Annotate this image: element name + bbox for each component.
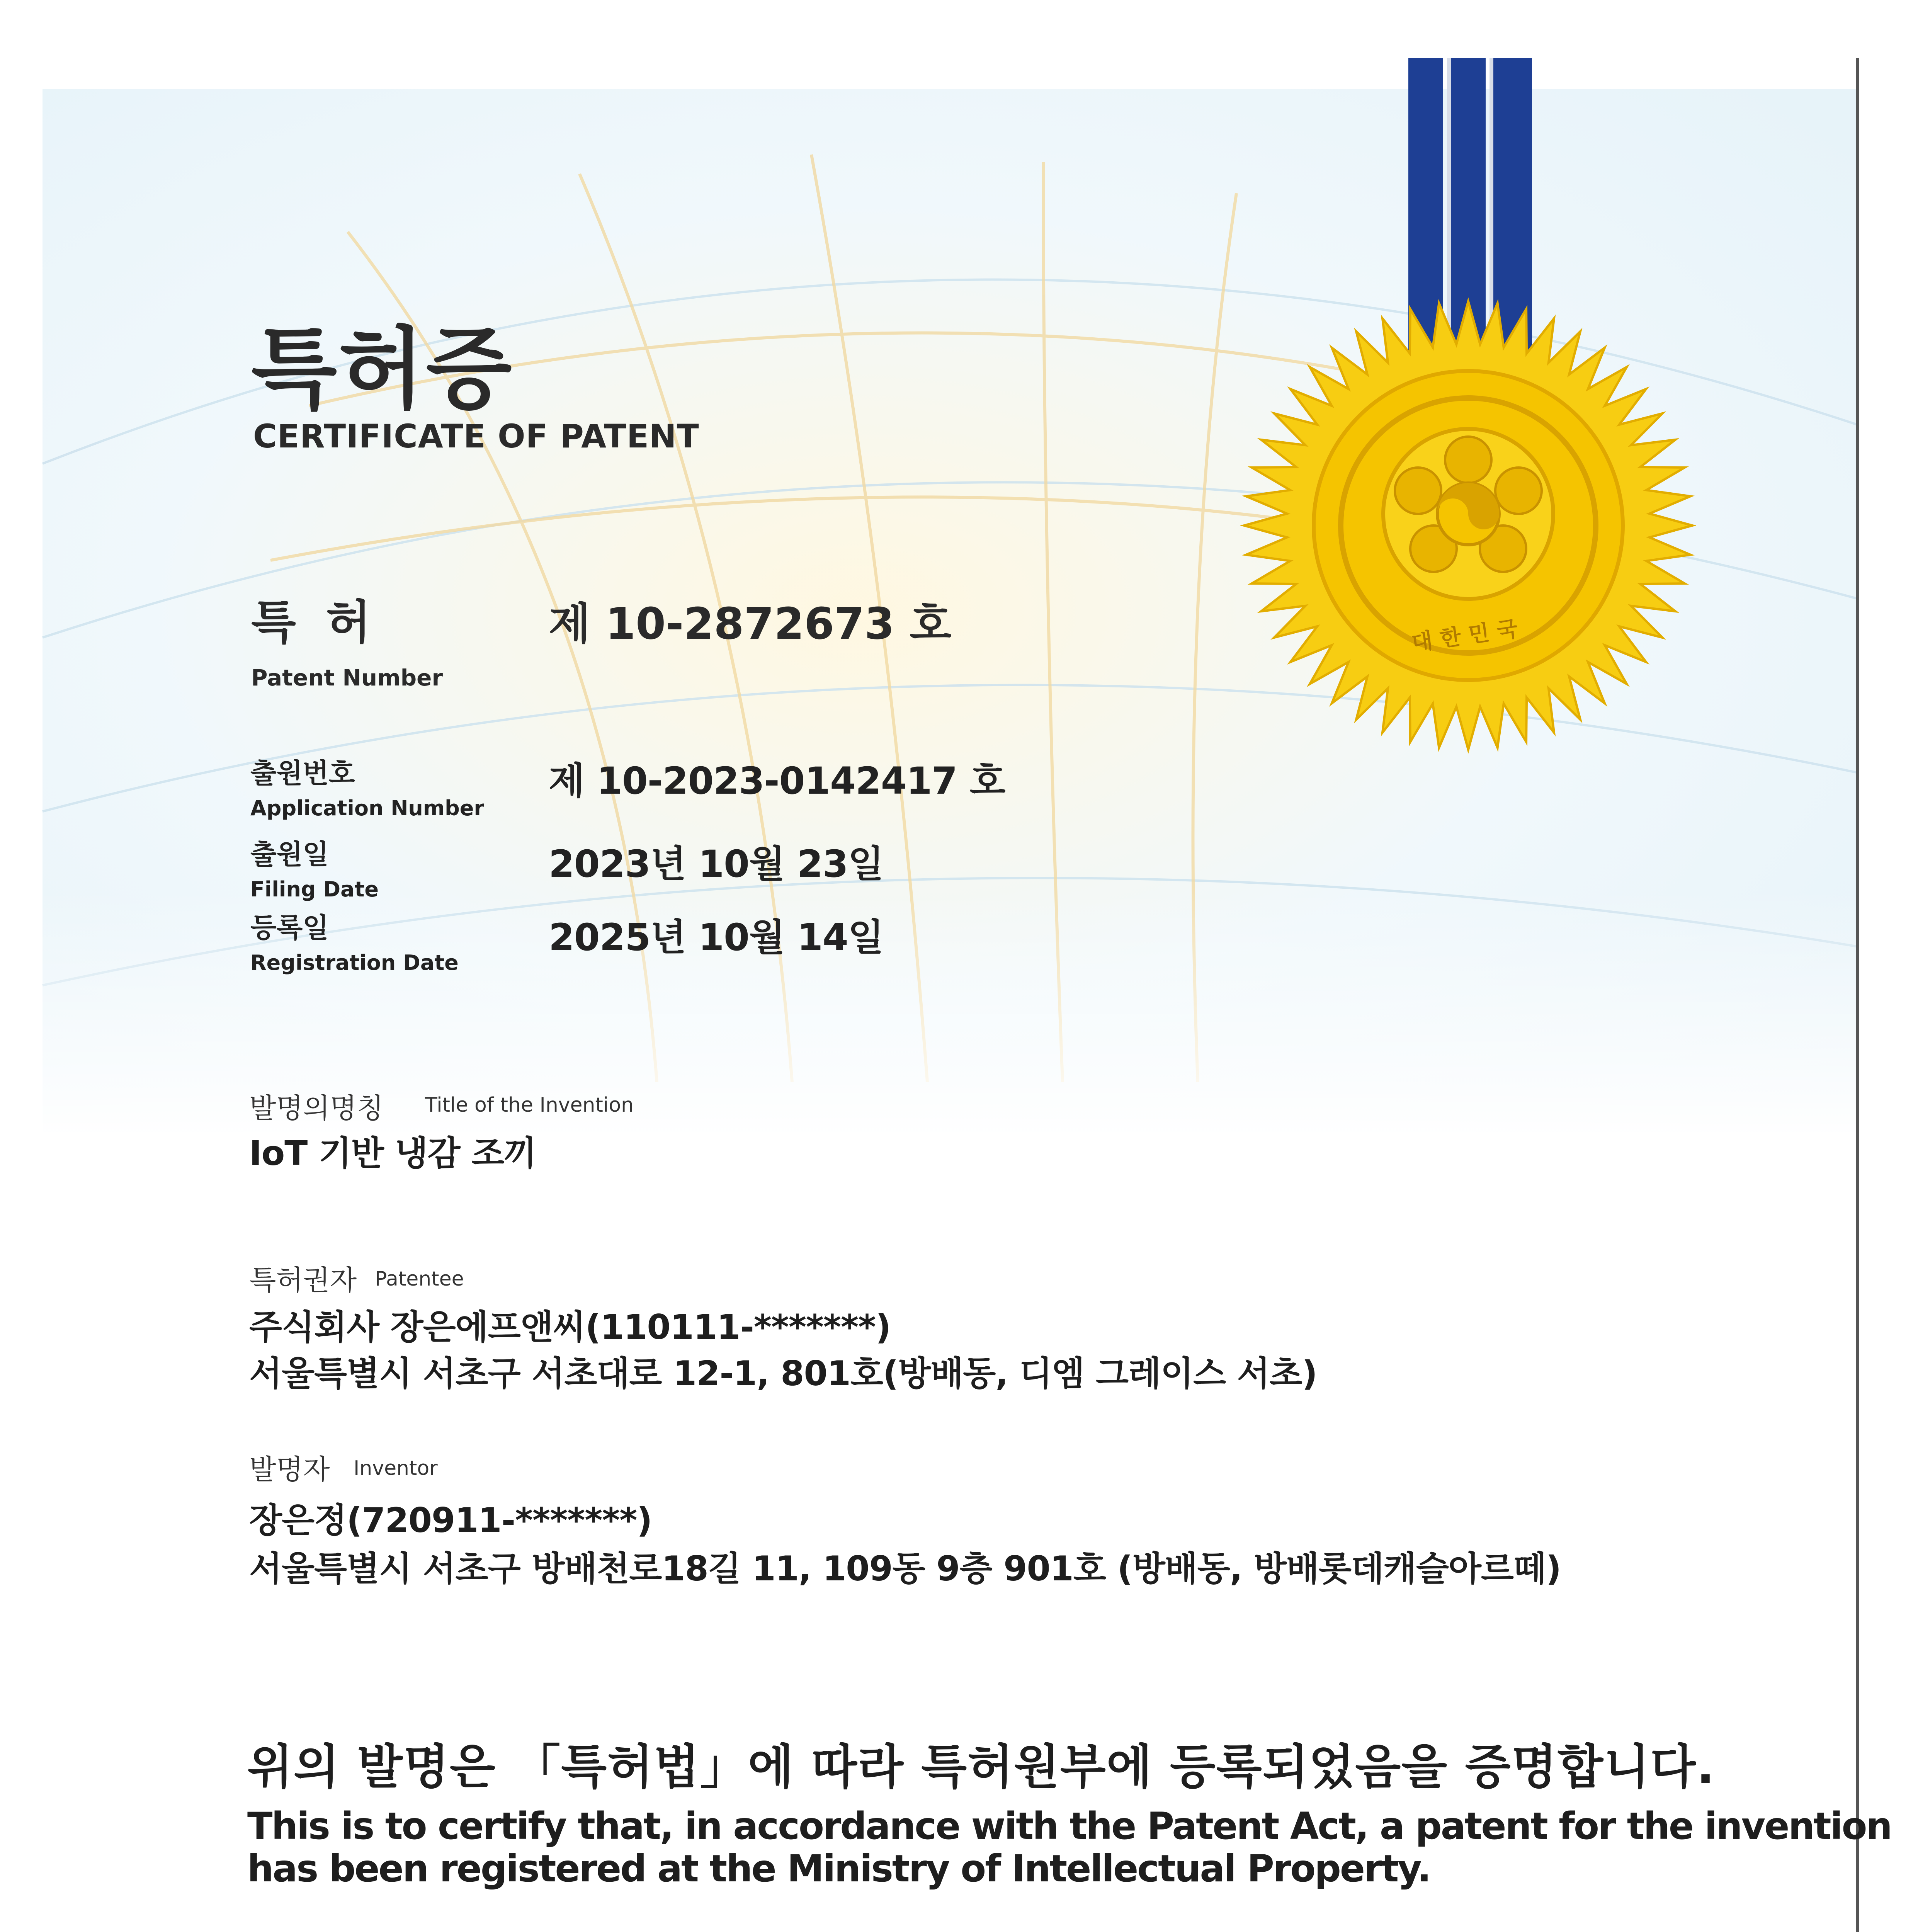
- inventor-label-en: Inventor: [354, 1457, 438, 1480]
- patentee-label-kr: 특허권자: [249, 1264, 357, 1296]
- statement-en-line2: has been registered at the Ministry of Intellectual Property.: [247, 1847, 1430, 1890]
- registration-date-label-kr: 등록일: [250, 912, 329, 944]
- filing-date-label-en: Filing Date: [250, 877, 379, 901]
- title-kr: 특허증: [251, 318, 514, 421]
- title-en: CERTIFICATE OF PATENT: [253, 417, 699, 455]
- invention-label-en: Title of the Invention: [425, 1094, 634, 1117]
- gold-seal: [1240, 298, 1696, 753]
- filing-date-label-kr: 출원일: [250, 838, 329, 870]
- gold-seal-text: 대한민국: [1410, 615, 1527, 656]
- filing-date-value: 2023년 10월 23일: [549, 842, 884, 886]
- patent-number-value: 제 10-2872673 호: [549, 599, 952, 649]
- inventor-address: 서울특별시 서초구 방배천로18길 11, 109동 9층 901호 (방배동, 방배롯데캐슬아르떼): [249, 1549, 1561, 1588]
- invention-label-kr: 발명의명칭: [249, 1092, 384, 1124]
- application-number-label-en: Application Number: [250, 796, 485, 820]
- patentee-address: 서울특별시 서초구 서초대로 12-1, 801호(방배동, 디엠 그레이스 서초): [249, 1354, 1317, 1393]
- registration-date-value: 2025년 10월 14일: [549, 916, 884, 959]
- application-number-label-kr: 출원번호: [250, 757, 355, 789]
- patent-number-label-kr: 특 허: [251, 596, 378, 650]
- patentee-name: 주식회사 장은에프앤씨(110111-*******): [249, 1307, 891, 1347]
- statement-en-line1: This is to certify that, in accordance with the Patent Act, a patent for the invention: [247, 1804, 1891, 1848]
- statement-kr: 위의 발명은 「특허법」에 따라 특허원부에 등록되었음을 증명합니다.: [247, 1740, 1716, 1794]
- inventor-label-kr: 발명자: [249, 1453, 330, 1486]
- registration-date-label-en: Registration Date: [250, 951, 459, 975]
- invention-title: IoT 기반 냉감 조끼: [249, 1133, 537, 1173]
- patent-number-label-en: Patent Number: [251, 665, 443, 691]
- inventor-name: 장은정(720911-*******): [249, 1500, 652, 1540]
- patentee-label-en: Patentee: [375, 1267, 464, 1291]
- application-number-value: 제 10-2023-0142417 호: [549, 759, 1005, 803]
